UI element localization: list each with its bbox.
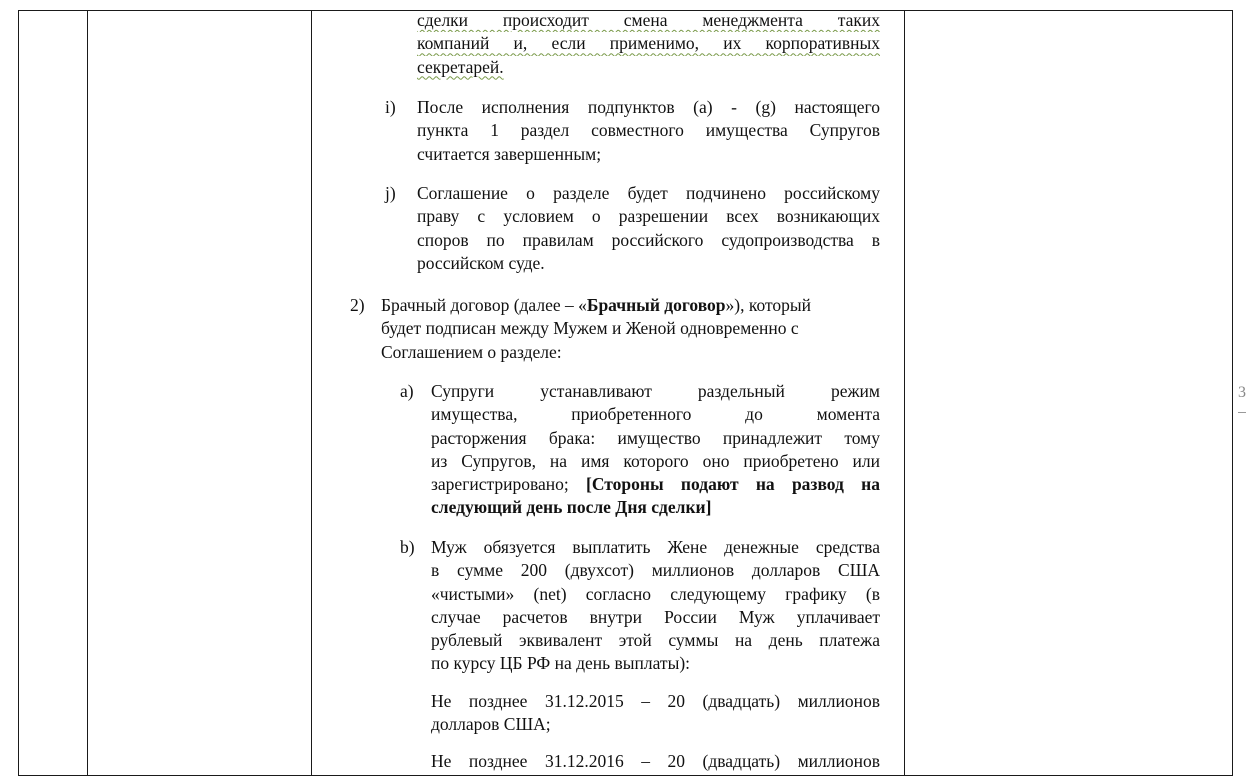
- text-line: российском суде.: [417, 252, 545, 273]
- payment-schedule-entry: [431, 690, 880, 737]
- list-marker-i: i): [385, 97, 396, 117]
- margin-dash: [1238, 412, 1246, 413]
- text-line: расторжения брака: имущество принадлежит тому: [431, 427, 880, 448]
- list-item-a: [431, 380, 880, 520]
- text-line: имущества, приобретенного до момента: [431, 404, 880, 425]
- list-marker-j: j): [385, 183, 396, 203]
- text-line: пункта 1 раздел совместного имущества Супругов: [417, 120, 880, 141]
- text-line: праву с условием о разрешении всех возникающих: [417, 206, 880, 227]
- text-line: зарегистрировано; [Стороны подают на развод на: [431, 474, 880, 495]
- text-line: считается завершенным;: [417, 143, 602, 164]
- text-line: в сумме 200 (двухсот) миллионов долларов США: [431, 560, 880, 581]
- text-line: долларов США;: [431, 714, 551, 735]
- text-line: рублевый эквивалент этой суммы на день платежа: [431, 630, 880, 651]
- bracketed-note: [Стороны подают на развод на: [586, 474, 880, 495]
- text-line: Муж обязуется выплатить Жене денежные средства: [431, 537, 880, 557]
- defined-term: Брачный договор: [586, 295, 726, 315]
- table-border-bottom: [18, 775, 1233, 776]
- table-column-divider: [18, 10, 19, 776]
- text-line: случае расчетов внутри России Муж уплачивает: [431, 606, 880, 627]
- list-item-i: [417, 96, 880, 166]
- text-line: Не позднее 31.12.2016 – 20 (двадцать) миллионов: [431, 751, 880, 771]
- page-number-mark: 3: [1238, 384, 1246, 401]
- table-column-divider: [904, 10, 905, 776]
- list-marker-a: a): [400, 381, 414, 401]
- text-line: Супруги устанавливают раздельный режим: [431, 381, 880, 401]
- list-marker-2: 2): [350, 295, 365, 315]
- text-line: «чистыми» (net) согласно следующему графику (в: [431, 583, 880, 604]
- text-line: После исполнения подпунктов (а) - (g) настоящего: [417, 97, 880, 117]
- text-line: Брачный договор (далее – «Брачный договор»), который: [381, 295, 812, 315]
- table-column-divider: [311, 10, 312, 776]
- text-line: сделки происходит смена менеджмента таких: [417, 10, 880, 30]
- payment-schedule-entry: [431, 750, 880, 773]
- text-line: споров по правилам российского судопроизводства в: [417, 229, 880, 250]
- text-line: Соглашением о разделе:: [381, 341, 562, 362]
- list-item-j: [417, 182, 880, 275]
- bracketed-note: следующий день после Дня сделки]: [431, 497, 712, 518]
- text-line: Соглашение о разделе будет подчинено российскому: [417, 183, 880, 203]
- previous-clause-tail: [417, 9, 880, 79]
- text-line: компаний и, если применимо, их корпоративных: [417, 33, 880, 54]
- text-line: секретарей.: [417, 56, 504, 77]
- text-line: по курсу ЦБ РФ на день выплаты):: [431, 653, 691, 674]
- text-line: Не позднее 31.12.2015 – 20 (двадцать) миллионов: [431, 691, 880, 711]
- table-column-divider: [1232, 10, 1233, 776]
- table-column-divider: [87, 10, 88, 776]
- list-marker-b: b): [400, 537, 415, 557]
- text-line: из Супругов, на имя которого оно приобретено или: [431, 450, 880, 471]
- text-line: будет подписан между Мужем и Женой одновременно с: [381, 318, 799, 339]
- list-item-2: [381, 294, 881, 364]
- list-item-b: [431, 536, 880, 676]
